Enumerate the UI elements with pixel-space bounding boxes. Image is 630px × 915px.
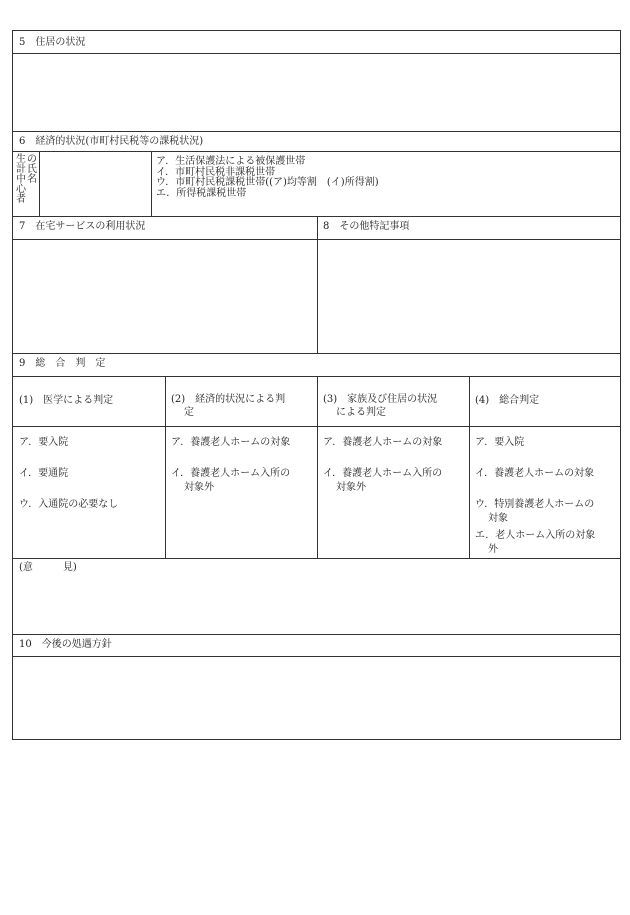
special-notes-field[interactable]	[318, 240, 620, 352]
medical-option[interactable]: イ．要通院	[19, 468, 69, 479]
tax-status-options	[156, 157, 379, 199]
col2-title: 定	[184, 407, 194, 418]
tax-option[interactable]: ア．生活保護法による被保護世帯	[156, 156, 306, 167]
divider	[165, 376, 166, 558]
section-8-header: 8 その他特記事項	[323, 221, 410, 232]
divider	[317, 376, 318, 558]
overall-option[interactable]: エ．老人ホーム入所の対象	[475, 530, 596, 541]
medical-option[interactable]: ウ．入通院の必要なし	[19, 499, 119, 510]
assessment-form	[12, 30, 621, 740]
future-policy-field[interactable]	[14, 657, 620, 739]
home-service-field[interactable]	[14, 240, 316, 352]
overall-option: 対象	[488, 513, 508, 524]
section-7-header: 7 在宅サービスの利用状況	[19, 221, 146, 232]
divider	[13, 131, 620, 132]
family-option[interactable]: ア．養護老人ホームの対象	[323, 437, 443, 448]
family-option[interactable]: イ．養護老人ホーム入所の	[323, 468, 443, 479]
divider	[13, 558, 620, 559]
col1-title: (1) 医学による判定	[19, 395, 114, 406]
col4-title: (4) 総合判定	[475, 395, 540, 406]
overall-option[interactable]: ウ．特別養護老人ホームの	[475, 499, 595, 510]
opinion-label: (意 見)	[19, 562, 77, 573]
divider	[13, 353, 620, 354]
col3-title: (3) 家族及び住居の状況	[323, 394, 438, 405]
side-label-col1: 生 計 中 心 者	[16, 154, 26, 205]
overall-option[interactable]: ア．要入院	[475, 437, 525, 448]
family-option: 対象外	[336, 482, 366, 493]
section-9-header: 9 総 合 判 定	[19, 358, 106, 369]
economic-option: 対象外	[184, 482, 214, 493]
tax-option[interactable]: ウ．市町村民税課税世帯((ア)均等割 (イ)所得割)	[156, 177, 379, 188]
section-10-header: 10 今後の処遇方針	[19, 639, 112, 650]
col2-title: (2) 経済的状況による判	[171, 394, 286, 405]
householder-name-field[interactable]	[40, 152, 150, 215]
overall-option[interactable]: イ．養護老人ホームの対象	[475, 468, 595, 479]
living-condition-field[interactable]	[14, 54, 620, 130]
medical-option[interactable]: ア．要入院	[19, 437, 69, 448]
section-5-header: 5 住居の状況	[19, 37, 86, 48]
opinion-field[interactable]	[14, 576, 620, 633]
side-label-col2: の 氏 名	[27, 154, 37, 185]
tax-option[interactable]: エ．所得税課税世帯	[156, 187, 247, 199]
divider	[151, 151, 152, 216]
section-6-header: 6 経済的状況(市町村民税等の課税状況)	[19, 136, 204, 147]
tax-option[interactable]: イ．市町村民税非課税世帯	[156, 166, 276, 178]
divider	[469, 376, 470, 558]
economic-option[interactable]: ア．養護老人ホームの対象	[171, 437, 291, 448]
col3-title: による判定	[336, 407, 386, 418]
divider	[13, 634, 620, 635]
overall-option: 外	[488, 544, 498, 555]
economic-option[interactable]: イ．養護老人ホーム入所の	[171, 468, 291, 479]
